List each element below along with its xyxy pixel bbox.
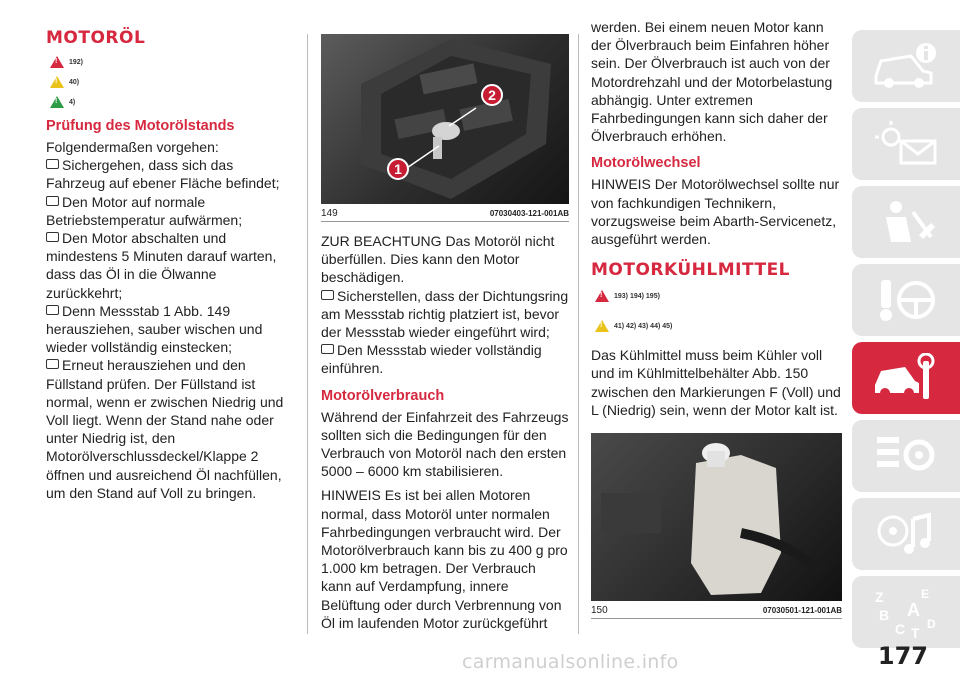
checkbox-icon bbox=[46, 159, 59, 169]
checkbox-icon bbox=[46, 196, 59, 206]
warning-ref-red: ! 192) bbox=[50, 52, 291, 72]
engine-cover-illustration bbox=[321, 34, 569, 204]
seat-safety-icon bbox=[871, 197, 941, 247]
step-item: Sichergehen, dass sich das Fahrzeug auf ebener Fläche befindet; bbox=[46, 157, 280, 192]
caution-icon bbox=[50, 76, 64, 88]
callout-2: 2 bbox=[481, 84, 503, 106]
column-divider bbox=[578, 34, 579, 634]
tab-safety[interactable] bbox=[852, 186, 960, 258]
figure-code: 07030501-121-001AB bbox=[762, 606, 842, 616]
checkbox-icon bbox=[46, 305, 59, 315]
tab-starting-driving[interactable] bbox=[852, 264, 960, 336]
tab-warning-lights[interactable] bbox=[852, 108, 960, 180]
column-2 bbox=[321, 34, 569, 638]
tab-technical-data[interactable] bbox=[852, 420, 960, 492]
figure-caption-150 bbox=[591, 601, 842, 618]
paragraph: werden. Bei einem neuen Motor kann der Ölverbrauch beim Einfahren höher sein. Der Ölverbrauch ist auch von der Motordrehzahl und der Motorbelastung abhängig. Unter extremen Fahrbedingungen kann sich daher der Ölverbrauch erhöhen. bbox=[591, 19, 833, 145]
step-item: Den Messstab wieder vollständig einführen. bbox=[321, 342, 542, 377]
index-letter: E bbox=[921, 587, 930, 601]
checkbox-icon bbox=[46, 232, 59, 242]
tab-index[interactable] bbox=[852, 576, 960, 648]
index-letter: B bbox=[879, 607, 890, 623]
index-letter: A bbox=[907, 600, 920, 620]
paragraph: Das Kühlmittel muss beim Kühler voll und im Kühlmittelbehälter Abb. 150 zwischen den Markierungen F (Voll) und L (Niedrig) sein, wenn der Motor kalt ist. bbox=[591, 347, 841, 418]
car-info-icon bbox=[871, 41, 941, 91]
subtitle-oil-check: Prüfung des Motorölstands bbox=[46, 118, 235, 134]
danger-icon bbox=[50, 56, 64, 68]
key-steering-icon bbox=[871, 275, 941, 325]
section-title-coolant: MOTORKÜHLMITTEL bbox=[591, 260, 791, 281]
caution-icon bbox=[595, 320, 609, 332]
column-divider bbox=[307, 34, 308, 634]
step-item: Den Motor abschalten und mindestens 5 Minuten darauf warten, dass das Öl in die Ölwanne zurückkehrt; bbox=[46, 230, 277, 301]
watermark: carmanualsonline.info bbox=[462, 651, 679, 673]
tab-multimedia[interactable] bbox=[852, 498, 960, 570]
car-wrench-icon bbox=[871, 353, 941, 403]
index-letter: C bbox=[895, 621, 906, 637]
page-number: 177 bbox=[877, 642, 928, 670]
checkbox-icon bbox=[321, 344, 334, 354]
figure-code: 07030403-121-001AB bbox=[489, 209, 569, 218]
warning-ref-red: ! 193) 194) 195) bbox=[595, 286, 842, 306]
tab-car-info[interactable] bbox=[852, 30, 960, 102]
index-letter: Z bbox=[875, 589, 884, 605]
subtitle-oil-change: Motorölwechsel bbox=[591, 155, 701, 172]
intro-text: Folgendermaßen vorgehen: bbox=[46, 139, 219, 155]
step-item: Sicherstellen, dass der Dichtungsring am Messstab richtig platziert ist, bevor der Messstab wieder eingeführt wird; bbox=[321, 287, 569, 341]
subtitle-oil-consumption: Motorölverbrauch bbox=[321, 387, 445, 404]
step-item: Den Motor auf normale Betriebstemperatur aufwärmen; bbox=[46, 193, 243, 228]
paragraph: Während der Einfahrzeit des Fahrzeugs sollten sich die Bedingungen für den Verbrauch von Motoröl nach den ersten 5000 – 6000 km stabilisieren. bbox=[321, 408, 569, 480]
paragraph: HINWEIS Es ist bei allen Motoren normal, dass Motoröl unter normalen Fahrbedingungen verbraucht wird. Der Motorölverbrauch kann bis zu 400 g pro 1.000 km betragen. Der Verbrauch kann auf Verdampfung, innere Belüftung oder durch Verbrennung von Öl im laufenden Motor zurückgeführt bbox=[321, 487, 568, 631]
callout-1: 1 bbox=[387, 158, 409, 180]
warning-ref-yellow: ! 41) 42) 43) 44) 45) bbox=[595, 316, 842, 336]
index-letter: T bbox=[911, 625, 920, 640]
warning-ref-yellow: ! 40) bbox=[50, 72, 291, 92]
coolant-tank-photo bbox=[591, 433, 842, 601]
caution-text: ZUR BEACHTUNG Das Motoröl nicht überfüllen. Dies kann den Motor beschädigen. bbox=[321, 233, 555, 286]
warning-lights-icon bbox=[871, 119, 941, 169]
index-letters-icon bbox=[871, 584, 941, 640]
tech-data-icon bbox=[871, 431, 941, 481]
warning-ref-green: ! 4) bbox=[50, 92, 291, 112]
figure-number: 149 bbox=[321, 208, 338, 219]
figure-number: 150 bbox=[591, 605, 608, 617]
section-title-motoroel: MOTORÖL bbox=[46, 28, 146, 48]
engine-oil-photo bbox=[321, 34, 569, 204]
environment-icon bbox=[50, 96, 64, 108]
step-item: Erneut herausziehen und den Füllstand prüfen. Der Füllstand ist normal, wenn er zwischen Niedrig und Voll liegt. Wenn der Stand nahe oder unter Niedrig ist, den Motorölverschlussdeckel/Klappe 2 öffnen und ausreichend Öl nachfüllen, um den Stand auf Voll zu bringen. bbox=[46, 357, 284, 501]
caption-rule bbox=[591, 618, 842, 619]
column-1 bbox=[46, 28, 291, 508]
checkbox-icon bbox=[46, 359, 59, 369]
figure-caption-149 bbox=[321, 204, 569, 221]
danger-icon bbox=[595, 290, 609, 302]
coolant-tank-illustration bbox=[591, 433, 842, 601]
checkbox-icon bbox=[321, 290, 334, 300]
index-letter: D bbox=[927, 617, 936, 631]
multimedia-icon bbox=[871, 509, 941, 559]
paragraph: HINWEIS Der Motorölwechsel sollte nur von fachkundigen Technikern, vorzugsweise beim Abarth-Servicenetz, ausgeführt werden. bbox=[591, 176, 840, 248]
tab-maintenance-active[interactable] bbox=[852, 342, 960, 414]
step-item: Denn Messstab 1 Abb. 149 herausziehen, sauber wischen und wieder vollständig einstecken; bbox=[46, 302, 263, 356]
column-3 bbox=[591, 18, 842, 619]
caption-rule bbox=[321, 221, 569, 222]
